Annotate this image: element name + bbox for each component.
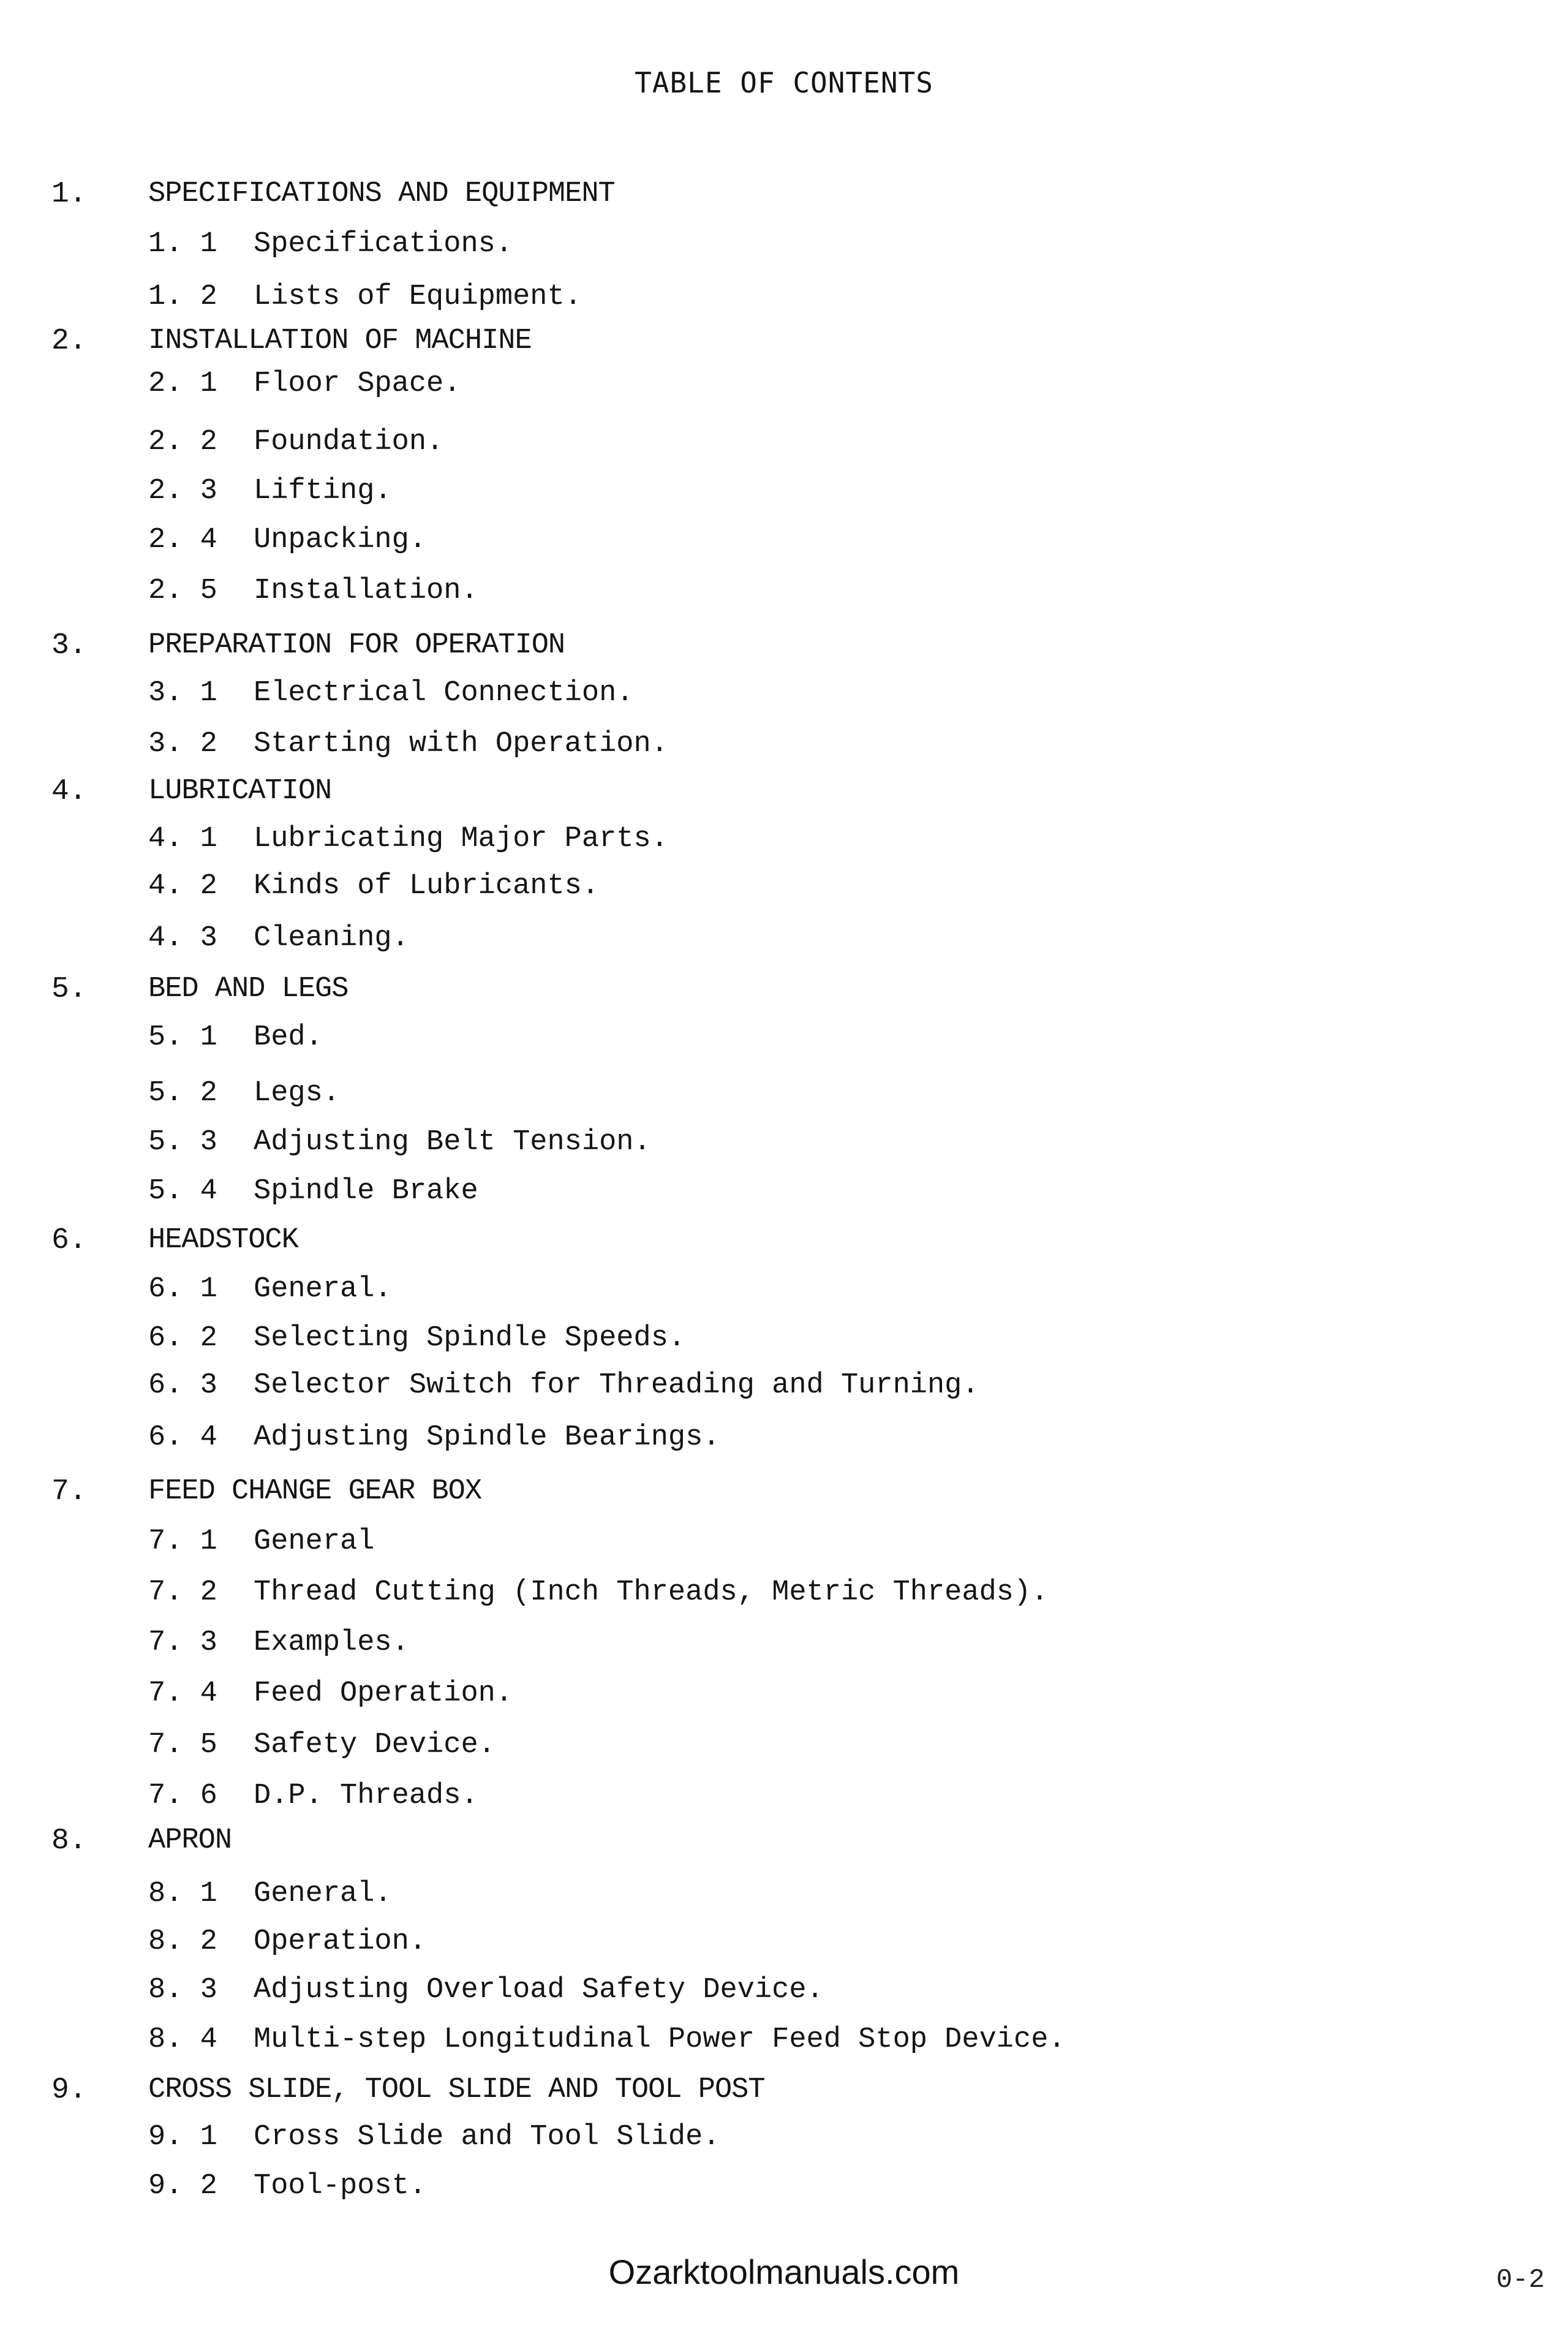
subsection-title: Feed Operation. bbox=[254, 1677, 513, 1710]
section-title: CROSS SLIDE, TOOL SLIDE AND TOOL POST bbox=[148, 2074, 765, 2106]
subsection-title: Installation. bbox=[254, 575, 478, 607]
section-number: 6. bbox=[51, 1224, 87, 1257]
footer-website: Ozarktoolmanuals.com bbox=[608, 2253, 960, 2291]
subsection-number: 5. 3 bbox=[148, 1126, 217, 1158]
subsection-number: 5. 2 bbox=[148, 1077, 217, 1109]
subsection-number: 4. 1 bbox=[148, 823, 217, 855]
section-title: BED AND LEGS bbox=[148, 973, 349, 1005]
subsection-number: 7. 6 bbox=[148, 1780, 217, 1812]
subsection-number: 5. 4 bbox=[148, 1175, 217, 1207]
subsection-number: 8. 3 bbox=[148, 1974, 217, 2006]
subsection-number: 6. 1 bbox=[148, 1273, 217, 1305]
subsection-title: Lists of Equipment. bbox=[254, 281, 582, 313]
subsection-title: Bed. bbox=[254, 1021, 323, 1054]
subsection-title: Selector Switch for Threading and Turning. bbox=[254, 1369, 979, 1402]
subsection-number: 6. 3 bbox=[148, 1369, 217, 1402]
subsection-number: 5. 1 bbox=[148, 1021, 217, 1054]
subsection-title: Electrical Connection. bbox=[254, 677, 634, 709]
subsection-title: General. bbox=[254, 1878, 392, 1910]
section-number: 3. bbox=[51, 629, 87, 662]
subsection-number: 4. 3 bbox=[148, 922, 217, 954]
subsection-title: Adjusting Spindle Bearings. bbox=[254, 1421, 720, 1454]
section-number: 7. bbox=[51, 1475, 87, 1508]
section-number: 2. bbox=[51, 325, 87, 358]
subsection-title: Specifications. bbox=[254, 228, 513, 260]
subsection-number: 4. 2 bbox=[148, 870, 217, 902]
subsection-number: 2. 5 bbox=[148, 575, 217, 607]
section-title: FEED CHANGE GEAR BOX bbox=[148, 1475, 482, 1508]
subsection-number: 7. 1 bbox=[148, 1525, 217, 1558]
subsection-number: 7. 4 bbox=[148, 1677, 217, 1710]
subsection-title: Lubricating Major Parts. bbox=[254, 823, 668, 855]
section-title: PREPARATION FOR OPERATION bbox=[148, 629, 565, 662]
section-number: 4. bbox=[51, 775, 87, 808]
subsection-number: 7. 5 bbox=[148, 1729, 217, 1761]
subsection-number: 2. 4 bbox=[148, 524, 217, 556]
subsection-title: Cross Slide and Tool Slide. bbox=[254, 2121, 720, 2153]
subsection-title: Lifting. bbox=[254, 475, 392, 507]
subsection-title: Tool-post. bbox=[254, 2170, 427, 2202]
subsection-number: 8. 2 bbox=[148, 1925, 217, 1958]
section-number: 9. bbox=[51, 2074, 87, 2107]
subsection-title: General bbox=[254, 1525, 375, 1558]
subsection-title: Floor Space. bbox=[254, 368, 461, 400]
subsection-number: 7. 3 bbox=[148, 1626, 217, 1659]
subsection-number: 1. 2 bbox=[148, 281, 217, 313]
subsection-title: Examples. bbox=[254, 1626, 409, 1659]
subsection-number: 9. 2 bbox=[148, 2170, 217, 2202]
subsection-title: Kinds of Lubricants. bbox=[254, 870, 600, 902]
subsection-title: Spindle Brake bbox=[254, 1175, 478, 1207]
page-title: TABLE OF CONTENTS bbox=[635, 66, 933, 99]
subsection-number: 6. 4 bbox=[148, 1421, 217, 1454]
subsection-number: 8. 1 bbox=[148, 1878, 217, 1910]
subsection-number: 1. 1 bbox=[148, 228, 217, 260]
page-number: 0-2 bbox=[1496, 2265, 1545, 2295]
subsection-number: 2. 1 bbox=[148, 368, 217, 400]
subsection-title: Multi-step Longitudinal Power Feed Stop Device. bbox=[254, 2023, 1066, 2056]
subsection-number: 7. 2 bbox=[148, 1576, 217, 1609]
subsection-title: Adjusting Belt Tension. bbox=[254, 1126, 651, 1158]
subsection-title: Unpacking. bbox=[254, 524, 427, 556]
subsection-title: Foundation. bbox=[254, 426, 444, 458]
subsection-number: 2. 2 bbox=[148, 426, 217, 458]
subsection-number: 8. 4 bbox=[148, 2023, 217, 2056]
subsection-title: Selecting Spindle Speeds. bbox=[254, 1322, 686, 1354]
section-title: HEADSTOCK bbox=[148, 1224, 298, 1256]
subsection-title: Adjusting Overload Safety Device. bbox=[254, 1974, 824, 2006]
section-title: APRON bbox=[148, 1824, 232, 1857]
section-number: 5. bbox=[51, 973, 87, 1006]
subsection-number: 2. 3 bbox=[148, 475, 217, 507]
section-title: SPECIFICATIONS AND EQUIPMENT bbox=[148, 178, 615, 210]
subsection-number: 3. 1 bbox=[148, 677, 217, 709]
subsection-number: 3. 2 bbox=[148, 728, 217, 760]
subsection-number: 6. 2 bbox=[148, 1322, 217, 1354]
subsection-title: Legs. bbox=[254, 1077, 341, 1109]
subsection-title: Starting with Operation. bbox=[254, 728, 668, 760]
subsection-title: General. bbox=[254, 1273, 392, 1305]
subsection-title: Cleaning. bbox=[254, 922, 409, 954]
subsection-number: 9. 1 bbox=[148, 2121, 217, 2153]
section-title: INSTALLATION OF MACHINE bbox=[148, 325, 532, 357]
section-number: 8. bbox=[51, 1824, 87, 1857]
section-number: 1. bbox=[51, 178, 87, 211]
subsection-title: Safety Device. bbox=[254, 1729, 496, 1761]
subsection-title: D.P. Threads. bbox=[254, 1780, 478, 1812]
section-title: LUBRICATION bbox=[148, 775, 332, 807]
subsection-title: Operation. bbox=[254, 1925, 427, 1958]
subsection-title: Thread Cutting (Inch Threads, Metric Threads). bbox=[254, 1576, 1049, 1609]
